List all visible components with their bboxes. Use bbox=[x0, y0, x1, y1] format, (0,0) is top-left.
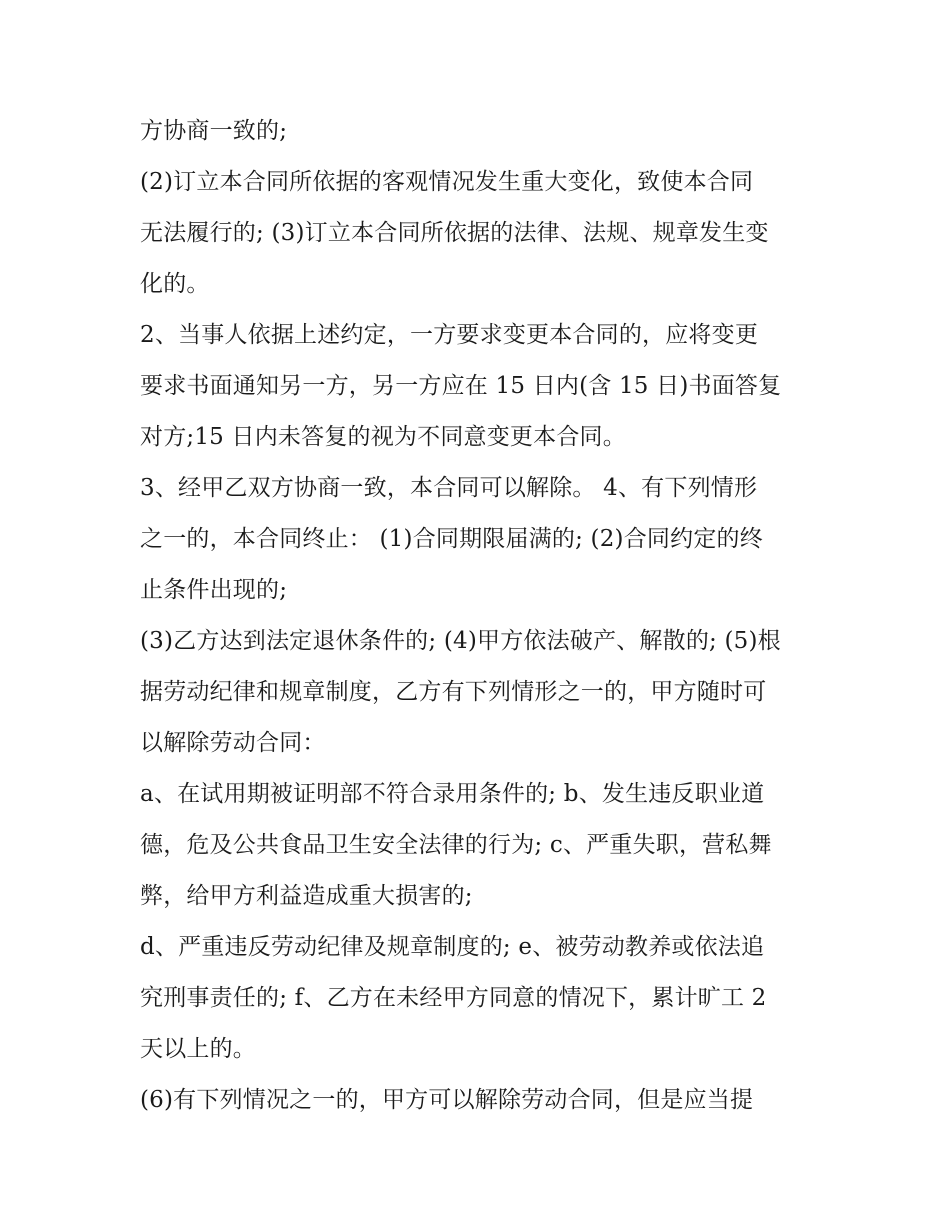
text-line: 止条件出现的; bbox=[140, 577, 288, 603]
text-line: 对方;15 日内未答复的视为不同意变更本合同。 bbox=[140, 424, 626, 450]
text-line: 3、经甲乙双方协商一致，本合同可以解除。 4、有下列情形 bbox=[140, 475, 758, 501]
text-line: 天以上的。 bbox=[140, 1036, 256, 1062]
text-line: 2、当事人依据上述约定，一方要求变更本合同的，应将变更 bbox=[140, 322, 759, 348]
text-line: 德，危及公共食品卫生安全法律的行为; c、严重失职，营私舞 bbox=[140, 832, 772, 858]
text-line: a、在试用期被证明部不符合录用条件的; b、发生违反职业道 bbox=[140, 781, 765, 807]
text-line: 无法履行的; (3)订立本合同所依据的法律、法规、规章发生变 bbox=[140, 220, 769, 246]
text-line: 弊，给甲方利益造成重大损害的; bbox=[140, 883, 473, 909]
text-line: 究刑事责任的; f、乙方在未经甲方同意的情况下，累计旷工 2 bbox=[140, 985, 767, 1011]
text-line: 要求书面通知另一方，另一方应在 15 日内(含 15 日)书面答复 bbox=[140, 373, 782, 399]
text-line: 化的。 bbox=[140, 271, 210, 297]
text-line: (2)订立本合同所依据的客观情况发生重大变化，致使本合同 bbox=[140, 169, 754, 195]
document-body bbox=[140, 106, 820, 1126]
text-line: (6)有下列情况之一的，甲方可以解除劳动合同，但是应当提 bbox=[140, 1087, 754, 1113]
text-line: 据劳动纪律和规章制度，乙方有下列情形之一的，甲方随时可 bbox=[140, 679, 767, 705]
text-line: 之一的，本合同终止： (1)合同期限届满的; (2)合同约定的终 bbox=[140, 526, 763, 552]
text-line: d、严重违反劳动纪律及规章制度的; e、被劳动教养或依法追 bbox=[140, 934, 765, 960]
text-line: (3)乙方达到法定退休条件的; (4)甲方依法破产、解散的; (5)根 bbox=[140, 628, 781, 654]
text-line: 方协商一致的; bbox=[140, 118, 288, 144]
text-line: 以解除劳动合同： bbox=[140, 730, 326, 756]
